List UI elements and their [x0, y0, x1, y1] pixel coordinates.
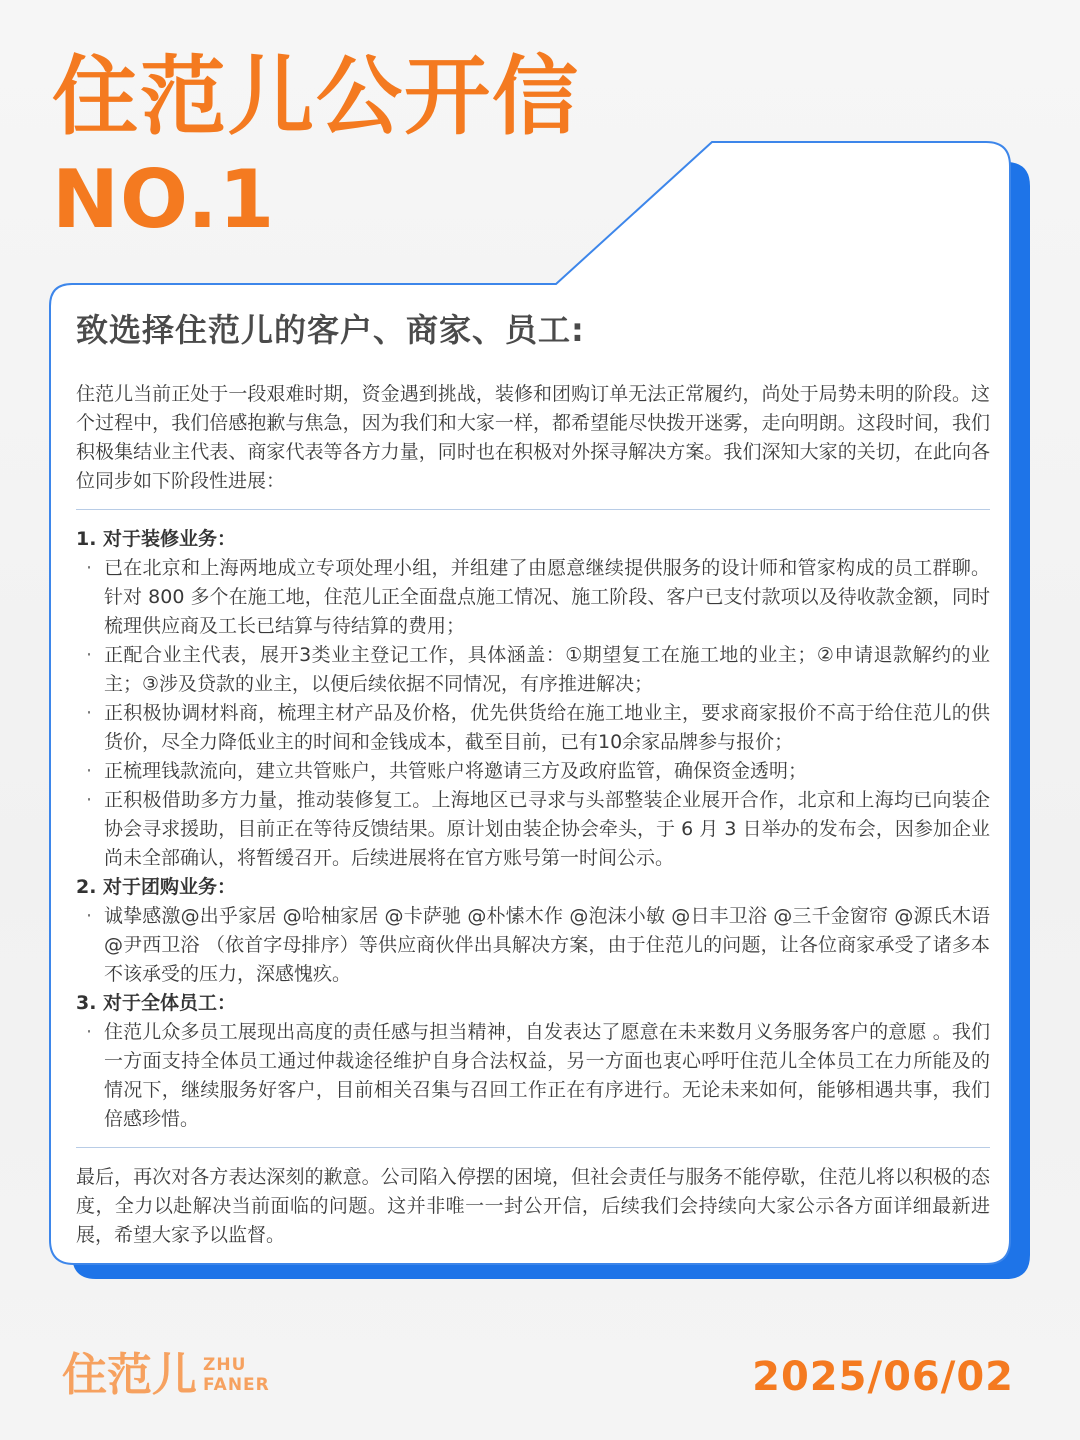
divider-top: [76, 509, 990, 510]
list-item-text: 已在北京和上海两地成立专项处理小组，并组建了由愿意继续提供服务的设计师和管家构成的员工群聊。针对 800 多个在施工地，住范儿正全面盘点施工情况、施工阶段、客户已支付款项以及待收款金额，同时梳理供应商及工长已结算与待结算的费用；: [104, 557, 990, 637]
list-item: [76, 757, 990, 786]
title-main: 住范儿公开信: [52, 47, 580, 147]
list-item-text: 诚挚感激@出乎家居 @哈柚家居 @卡萨驰 @朴愫木作 @泡沫小敏 @日丰卫浴 @三千金窗帘 @源氏木语@尹西卫浴 （依首字母排序）等供应商伙伴出具解决方案，由于住范儿的问题，让各位商家承受了诸多本不该承受的压力，深感愧疚。: [104, 905, 990, 985]
bullet-dot: ·: [86, 644, 93, 666]
logo-english-line2: FANER: [203, 1374, 270, 1395]
bullet-dot: ·: [86, 789, 93, 811]
intro-paragraph: 住范儿当前正处于一段艰难时期，资金遇到挑战，装修和团购订单无法正常履约，尚处于局势未明的阶段。这个过程中，我们倍感抱歉与焦急，因为我们和大家一样，都希望能尽快拨开迷雾，走向明朗。这段时间，我们积极集结业主代表、商家代表等各方力量，同时也在积极对外探寻解决方案。我们深知大家的关切，在此向各位同步如下阶段性进展：: [76, 383, 990, 492]
list-item: [76, 902, 990, 989]
list-item-text: 正梳理钱款流向，建立共管账户，共管账户将邀请三方及政府监管，确保资金透明；: [104, 760, 808, 782]
section-renovation: [76, 525, 990, 873]
bullet-list: [76, 902, 990, 989]
bullet-dot: ·: [86, 1021, 93, 1043]
bullet-list: [76, 554, 990, 873]
section-employees: [76, 989, 990, 1134]
bullet-list: [76, 1018, 990, 1134]
bullet-dot: ·: [86, 557, 93, 579]
letter-date: 2025/06/02: [752, 1354, 1014, 1400]
letter-greeting: 致选择住范儿的客户、商家、员工:: [76, 311, 585, 349]
brand-logo: [62, 1348, 270, 1401]
list-item-text: 正配合业主代表，展开3类业主登记工作，具体涵盖：①期望复工在施工地的业主；②申请退款解约的业主；③涉及贷款的业主，以便后续依据不同情况，有序推进解决；: [104, 644, 990, 695]
bullet-dot: ·: [86, 905, 93, 927]
section-title: 2. 对于团购业务：: [76, 876, 237, 898]
logo-english-line1: ZHU: [203, 1354, 247, 1375]
letter-body: [76, 306, 990, 1250]
section-title: 3. 对于全体员工：: [76, 992, 237, 1014]
divider-bottom: [76, 1147, 990, 1148]
logo-english: [203, 1355, 270, 1395]
list-item: [76, 554, 990, 641]
list-item: [76, 699, 990, 757]
list-item-text: 住范儿众多员工展现出高度的责任感与担当精神，自发表达了愿意在未来数月义务服务客户的意愿 。我们一方面支持全体员工通过仲裁途径维护自身合法权益，另一方面也衷心呼吁住范儿全体员工在力所能及的情况下，继续服务好客户，目前相关召集与召回工作正在有序进行。无论未来如何，能够相遇共事，我们倍感珍惜。: [104, 1021, 990, 1130]
closing-paragraph: 最后，再次对各方表达深刻的歉意。公司陷入停摆的困境，但社会责任与服务不能停歇，住范儿将以积极的态度，全力以赴解决当前面临的问题。这并非唯一一封公开信，后续我们会持续向大家公示各方面详细最新进展，希望大家予以监督。: [76, 1166, 990, 1246]
list-item: [76, 1018, 990, 1134]
bullet-dot: ·: [86, 702, 93, 724]
title-number: NO.1: [52, 153, 276, 246]
list-item: [76, 786, 990, 873]
section-group-buy: [76, 873, 990, 989]
list-item-text: 正积极借助多方力量，推动装修复工。上海地区已寻求与头部整装企业展开合作，北京和上海均已向装企协会寻求援助，目前正在等待反馈结果。原计划由装企协会牵头，于 6 月 3 日举办的发布会，因参加企业尚未全部确认，将暂缓召开。后续进展将在官方账号第一时间公示。: [104, 789, 990, 869]
bullet-dot: ·: [86, 760, 93, 782]
list-item: [76, 641, 990, 699]
list-item-text: 正积极协调材料商，梳理主材产品及价格，优先供货给在施工地业主，要求商家报价不高于给住范儿的供货价，尽全力降低业主的时间和金钱成本，截至目前，已有10余家品牌参与报价；: [104, 702, 990, 753]
section-title: 1. 对于装修业务：: [76, 528, 237, 550]
logo-chinese: 住范儿: [62, 1348, 198, 1401]
